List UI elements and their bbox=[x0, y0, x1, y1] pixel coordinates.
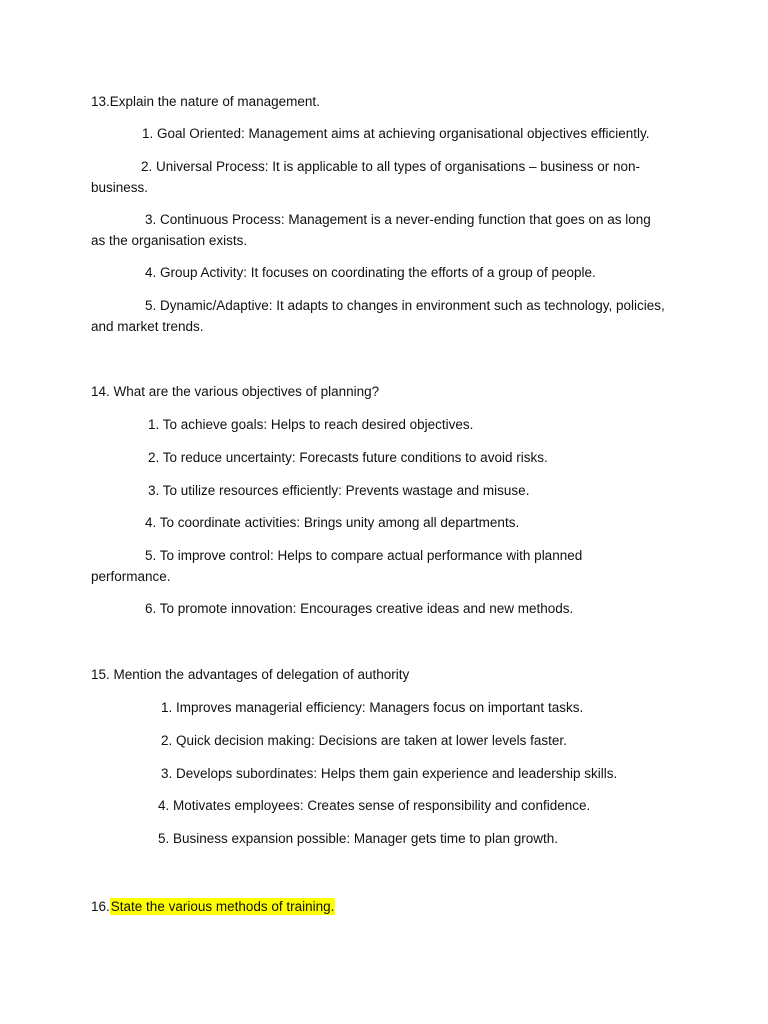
q13-item-2: 2. Universal Process: It is applicable to all types of organisations – business or non- bbox=[141, 159, 641, 174]
q15-item-5: 5. Business expansion possible: Manager gets time to plan growth. bbox=[158, 831, 558, 846]
q13-item-3-continued: as the organisation exists. bbox=[91, 233, 248, 248]
q14-heading: 14. What are the various objectives of planning? bbox=[91, 384, 380, 399]
q15-heading: 15. Mention the advantages of delegation of authority bbox=[91, 667, 410, 682]
q15-item-1: 1. Improves managerial efficiency: Managers focus on important tasks. bbox=[161, 700, 584, 715]
q13-item-5: 5. Dynamic/Adaptive: It adapts to changes in environment such as technology, policies, bbox=[145, 298, 665, 313]
q14-item-5-continued: performance. bbox=[91, 569, 171, 584]
q13-item-2-continued: business. bbox=[91, 180, 149, 195]
q14-item-6: 6. To promote innovation: Encourages creative ideas and new methods. bbox=[145, 601, 574, 616]
q13-item-5-continued: and market trends. bbox=[91, 319, 204, 334]
q15-item-2: 2. Quick decision making: Decisions are taken at lower levels faster. bbox=[161, 733, 567, 748]
q14-item-3: 3. To utilize resources efficiently: Prevents wastage and misuse. bbox=[148, 483, 530, 498]
q16-heading bbox=[91, 896, 335, 917]
q14-item-4: 4. To coordinate activities: Brings unity among all departments. bbox=[145, 515, 520, 530]
q13-item-1: 1. Goal Oriented: Management aims at achieving organisational objectives efficiently. bbox=[142, 126, 650, 141]
q13-item-3: 3. Continuous Process: Management is a never-ending function that goes on as long bbox=[145, 212, 651, 227]
q14-item-1: 1. To achieve goals: Helps to reach desired objectives. bbox=[148, 417, 474, 432]
q16-number: 16. bbox=[91, 899, 110, 914]
q16-highlighted-text: State the various methods of training. bbox=[110, 899, 335, 914]
q13-heading: 13.Explain the nature of management. bbox=[91, 94, 320, 109]
q13-item-4: 4. Group Activity: It focuses on coordinating the efforts of a group of people. bbox=[145, 265, 596, 280]
q14-item-5: 5. To improve control: Helps to compare actual performance with planned bbox=[145, 548, 583, 563]
q15-item-3: 3. Develops subordinates: Helps them gain experience and leadership skills. bbox=[161, 766, 618, 781]
q15-item-4: 4. Motivates employees: Creates sense of responsibility and confidence. bbox=[158, 798, 591, 813]
q14-item-2: 2. To reduce uncertainty: Forecasts future conditions to avoid risks. bbox=[148, 450, 548, 465]
